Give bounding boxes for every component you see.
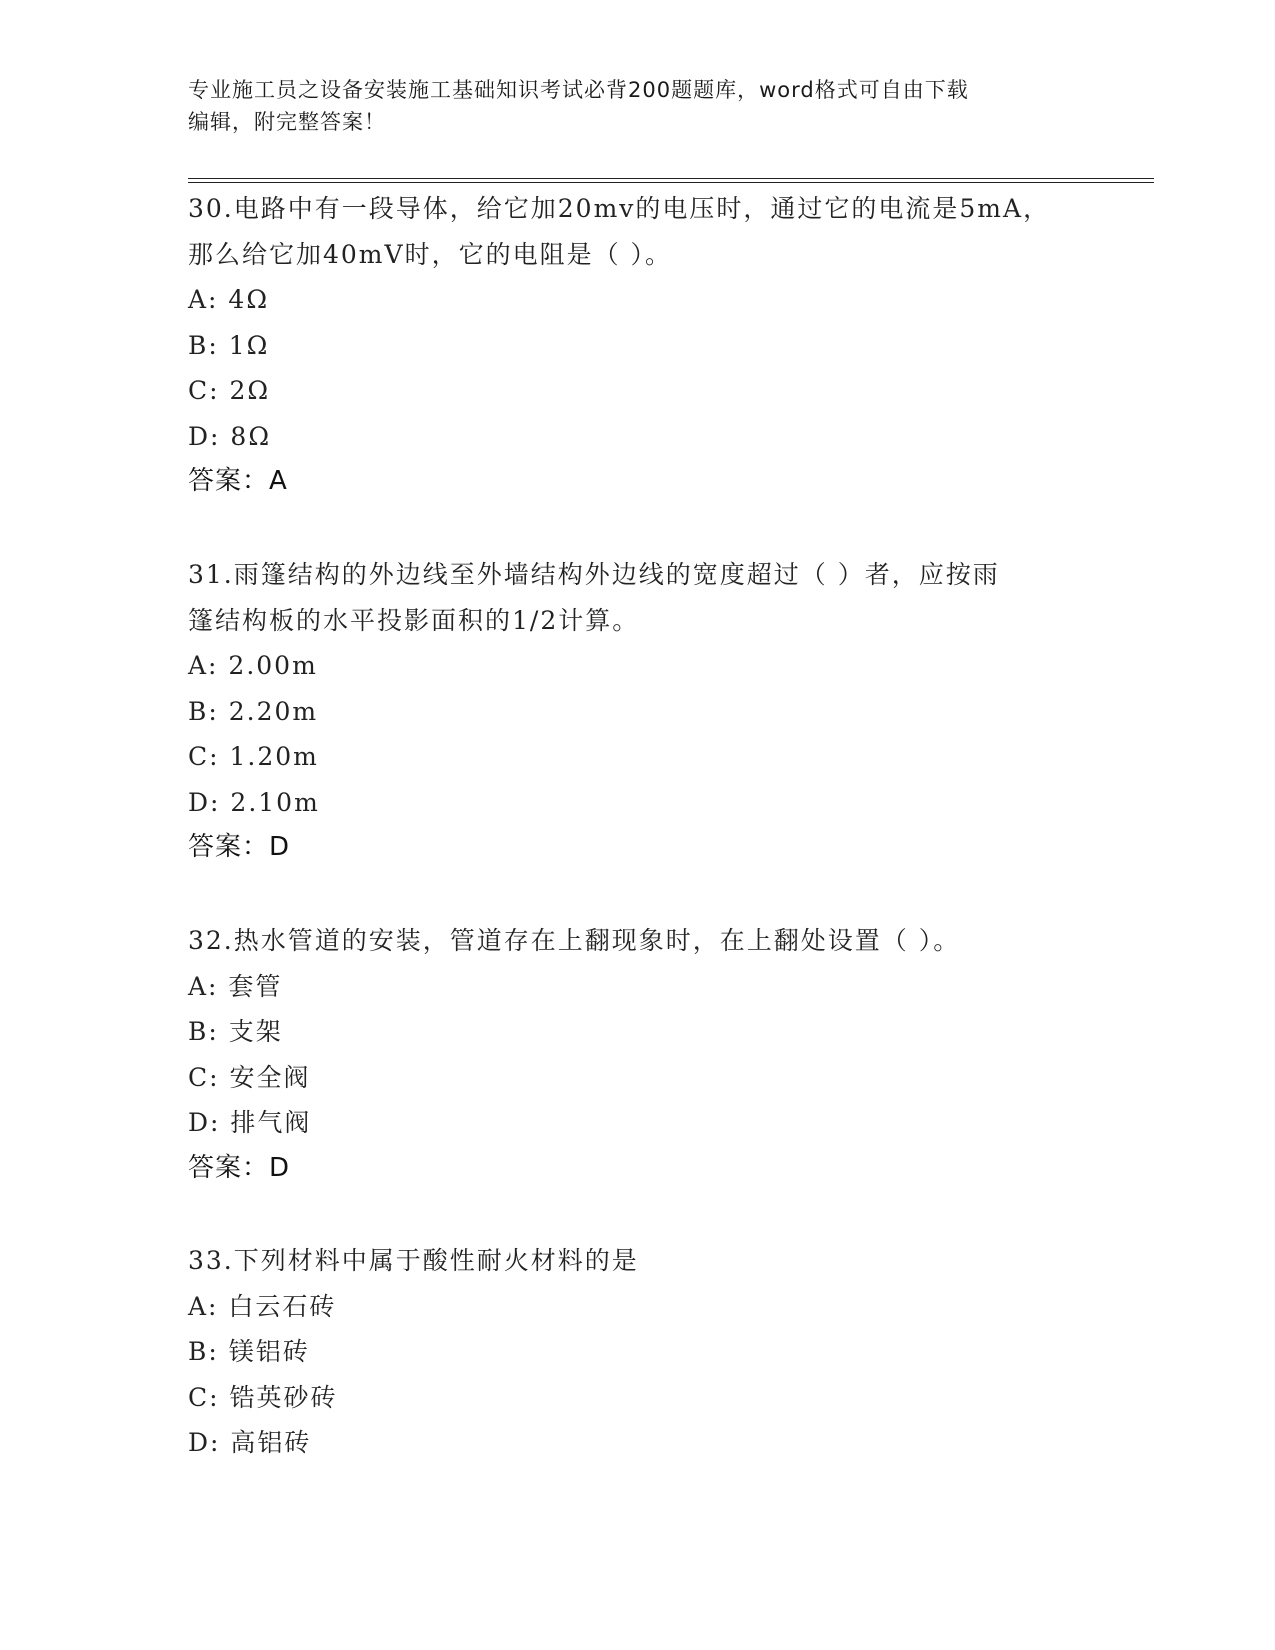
- header-line-1: 专业施工员之设备安装施工基础知识考试必背200题题库，word格式可自由下载: [188, 78, 969, 102]
- option-c: C: 锆英砂砖: [188, 1382, 338, 1412]
- answer: 答案：D: [188, 1152, 291, 1183]
- option-d: D: 排气阀: [188, 1108, 312, 1137]
- option-a: A: 2.00m: [188, 651, 318, 680]
- header-divider-top: [188, 178, 1154, 179]
- option-d: D: 8Ω: [188, 421, 272, 451]
- option-b: B: 支架: [188, 1017, 283, 1046]
- option-b: B: 1Ω: [188, 330, 270, 360]
- option-c: C: 2Ω: [188, 376, 271, 405]
- question-30: [188, 186, 1088, 505]
- document-header: [188, 74, 1088, 138]
- question-32: [188, 918, 1088, 1191]
- question-stem: 33.下列材料中属于酸性耐火材料的是: [188, 1246, 639, 1275]
- option-d: D: 2.10m: [188, 787, 320, 817]
- question-31: [188, 552, 1088, 871]
- header-divider-bottom: [188, 182, 1154, 183]
- option-d: D: 高铝砖: [188, 1428, 312, 1457]
- answer: 答案：D: [188, 832, 291, 862]
- question-33: [188, 1238, 1088, 1466]
- option-a: A: 4Ω: [188, 285, 270, 314]
- question-stem: 那么给它加40mV时，它的电阻是（ ）。: [188, 239, 673, 269]
- question-stem: 篷结构板的水平投影面积的1/2计算。: [188, 605, 640, 635]
- question-stem: 32.热水管道的安装，管道存在上翻现象时，在上翻处设置（ ）。: [188, 926, 961, 955]
- question-stem: 31.雨篷结构的外边线至外墙结构外边线的宽度超过（ ）者，应按雨: [188, 560, 1000, 589]
- option-c: C: 1.20m: [188, 742, 319, 771]
- option-a: A: 套管: [188, 971, 283, 1001]
- option-a: A: 白云石砖: [188, 1291, 337, 1321]
- option-b: B: 镁铝砖: [188, 1337, 310, 1366]
- answer: 答案：A: [188, 466, 288, 496]
- header-line-2: 编辑，附完整答案！: [188, 110, 386, 134]
- question-stem: 30.电路中有一段导体，给它加20mv的电压时，通过它的电流是5mA，: [188, 194, 1051, 223]
- option-b: B: 2.20m: [188, 696, 319, 726]
- option-c: C: 安全阀: [188, 1062, 311, 1092]
